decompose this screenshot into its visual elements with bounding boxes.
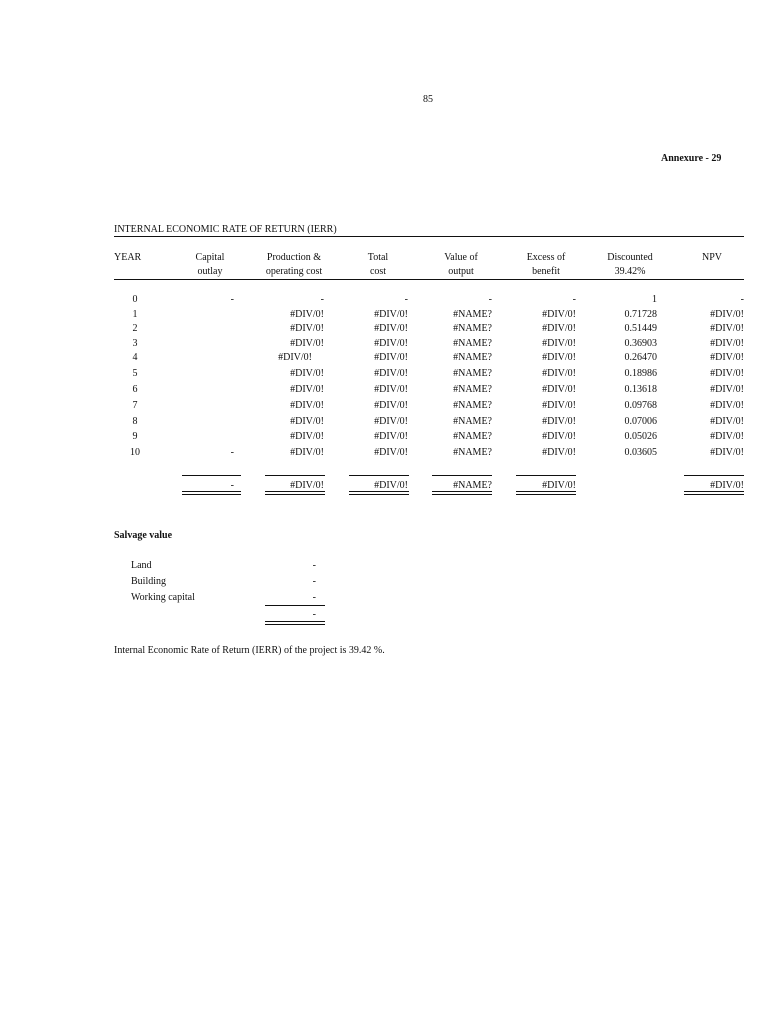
discounted-cell: 0.03605 xyxy=(624,447,657,458)
npv-cell: #DIV/0! xyxy=(710,431,744,442)
salvage-double-rule xyxy=(265,621,325,625)
double-rule-value xyxy=(432,491,492,495)
salvage-total-rule xyxy=(265,605,325,606)
excess-cell: #DIV/0! xyxy=(542,368,576,379)
table-row xyxy=(0,430,768,444)
header-discounted-line1: Discounted xyxy=(607,252,653,263)
value-cell: #NAME? xyxy=(453,323,492,334)
total-cell: #DIV/0! xyxy=(374,384,408,395)
table-row xyxy=(0,383,768,397)
total-cell: #DIV/0! xyxy=(374,400,408,411)
header-discounted xyxy=(597,251,663,279)
npv-cell: #DIV/0! xyxy=(710,309,744,320)
npv-cell: #DIV/0! xyxy=(710,400,744,411)
discounted-cell: 0.26470 xyxy=(624,352,657,363)
table-row xyxy=(0,446,768,460)
value-cell: #NAME? xyxy=(453,416,492,427)
year-cell: 8 xyxy=(132,416,138,427)
year-cell: 3 xyxy=(132,338,138,349)
header-year-text: YEAR xyxy=(114,252,142,263)
header-capital-line2: outlay xyxy=(197,266,223,277)
production-cell: #DIV/0! xyxy=(290,400,324,411)
production-cell: #DIV/0! xyxy=(290,309,324,320)
header-capital-outlay xyxy=(180,251,240,279)
excess-cell: - xyxy=(572,294,576,305)
table-row xyxy=(0,337,768,351)
total-cell: #DIV/0! xyxy=(374,323,408,334)
table-row xyxy=(0,322,768,336)
table-row xyxy=(0,367,768,381)
total-rule-production xyxy=(265,475,325,476)
npv-cell: #DIV/0! xyxy=(710,352,744,363)
salvage-heading: Salvage value xyxy=(114,530,173,541)
total-capital: - xyxy=(230,480,234,491)
excess-cell: #DIV/0! xyxy=(542,309,576,320)
npv-cell: - xyxy=(740,294,744,305)
production-cell: #DIV/0! xyxy=(290,368,324,379)
capital-cell: - xyxy=(230,294,234,305)
total-cell: #DIV/0! xyxy=(374,309,408,320)
year-cell: 2 xyxy=(132,323,138,334)
header-discounted-line2: 39.42% xyxy=(614,266,646,277)
header-value-line1: Value of xyxy=(444,252,478,263)
value-cell: #NAME? xyxy=(453,368,492,379)
salvage-value-land: - xyxy=(312,560,316,571)
header-npv xyxy=(692,251,732,265)
table-row xyxy=(0,308,768,322)
excess-cell: #DIV/0! xyxy=(542,323,576,334)
excess-cell: #DIV/0! xyxy=(542,352,576,363)
header-bottom-rule xyxy=(114,279,744,280)
total-cell: #DIV/0! xyxy=(374,368,408,379)
production-cell: #DIV/0! xyxy=(290,447,324,458)
header-capital-line1: Capital xyxy=(195,252,225,263)
total-cell: #DIV/0! xyxy=(374,352,408,363)
header-total-cost xyxy=(348,251,408,279)
production-cell: #DIV/0! xyxy=(290,431,324,442)
total-cell: - xyxy=(404,294,408,305)
salvage-value-building: - xyxy=(312,576,316,587)
header-production-line2: operating cost xyxy=(265,266,323,277)
excess-cell: #DIV/0! xyxy=(542,338,576,349)
discounted-cell: 0.36903 xyxy=(624,338,657,349)
total-value: #NAME? xyxy=(453,480,492,491)
excess-cell: #DIV/0! xyxy=(542,431,576,442)
year-cell: 1 xyxy=(132,309,138,320)
salvage-label-working-capital: Working capital xyxy=(131,592,195,603)
total-total-cost: #DIV/0! xyxy=(374,480,408,491)
header-year xyxy=(114,251,141,265)
annexure-label: Annexure - 29 xyxy=(661,153,722,164)
npv-cell: #DIV/0! xyxy=(710,384,744,395)
year-cell: 6 xyxy=(132,384,138,395)
table-row xyxy=(0,293,768,307)
discounted-cell: 0.05026 xyxy=(624,431,657,442)
total-production: #DIV/0! xyxy=(290,480,324,491)
production-cell: #DIV/0! xyxy=(290,416,324,427)
value-cell: #NAME? xyxy=(453,431,492,442)
header-excess-line1: Excess of xyxy=(526,252,566,263)
value-cell: #NAME? xyxy=(453,309,492,320)
header-total-line2: cost xyxy=(369,266,387,277)
excess-cell: #DIV/0! xyxy=(542,416,576,427)
total-rule-capital xyxy=(182,475,241,476)
header-value-of-output xyxy=(431,251,491,279)
value-cell: #NAME? xyxy=(453,338,492,349)
header-production-cost xyxy=(256,251,332,279)
discounted-cell: 0.51449 xyxy=(624,323,657,334)
total-rule-value xyxy=(432,475,492,476)
salvage-total: - xyxy=(312,609,316,620)
ierr-footnote: Internal Economic Rate of Return (IERR) of the project is 39.42 %. xyxy=(114,645,385,656)
table-top-rule xyxy=(114,236,744,237)
total-cell: #DIV/0! xyxy=(374,338,408,349)
salvage-label-building: Building xyxy=(131,576,167,587)
excess-cell: #DIV/0! xyxy=(542,447,576,458)
total-npv: #DIV/0! xyxy=(710,480,744,491)
total-cell: #DIV/0! xyxy=(374,447,408,458)
production-cell: #DIV/0! xyxy=(290,384,324,395)
production-cell: - xyxy=(320,294,324,305)
discounted-cell: 0.09768 xyxy=(624,400,657,411)
discounted-cell: 0.18986 xyxy=(624,368,657,379)
table-row xyxy=(0,351,768,365)
production-cell: #DIV/0! xyxy=(278,352,312,363)
total-rule-npv xyxy=(684,475,744,476)
header-npv-line1: NPV xyxy=(701,252,722,263)
double-rule-npv xyxy=(684,491,744,495)
double-rule-production xyxy=(265,491,325,495)
year-cell: 9 xyxy=(132,431,138,442)
year-cell: 0 xyxy=(132,294,138,305)
npv-cell: #DIV/0! xyxy=(710,323,744,334)
production-cell: #DIV/0! xyxy=(290,338,324,349)
discounted-cell: 0.13618 xyxy=(624,384,657,395)
header-production-line1: Production & xyxy=(266,252,322,263)
total-cell: #DIV/0! xyxy=(374,431,408,442)
year-cell: 10 xyxy=(130,447,140,458)
npv-cell: #DIV/0! xyxy=(710,338,744,349)
total-excess: #DIV/0! xyxy=(542,480,576,491)
year-cell: 7 xyxy=(132,400,138,411)
double-rule-total xyxy=(349,491,409,495)
table-row xyxy=(0,399,768,413)
page-number: 85 xyxy=(423,94,433,105)
table-row xyxy=(0,415,768,429)
npv-cell: #DIV/0! xyxy=(710,368,744,379)
value-cell: #NAME? xyxy=(453,384,492,395)
discounted-cell: 1 xyxy=(652,294,657,305)
total-rule-excess xyxy=(516,475,576,476)
value-cell: #NAME? xyxy=(453,400,492,411)
header-total-line1: Total xyxy=(367,252,389,263)
double-rule-capital xyxy=(182,491,241,495)
table-title: INTERNAL ECONOMIC RATE OF RETURN (IERR) xyxy=(114,224,337,235)
salvage-label-land: Land xyxy=(131,560,152,571)
double-rule-excess xyxy=(516,491,576,495)
value-cell: #NAME? xyxy=(453,447,492,458)
capital-cell: - xyxy=(230,447,234,458)
excess-cell: #DIV/0! xyxy=(542,400,576,411)
production-cell: #DIV/0! xyxy=(290,323,324,334)
salvage-value-working-capital: - xyxy=(312,592,316,603)
year-cell: 4 xyxy=(132,352,138,363)
header-excess-line2: benefit xyxy=(532,266,560,277)
value-cell: - xyxy=(488,294,492,305)
year-cell: 5 xyxy=(132,368,138,379)
npv-cell: #DIV/0! xyxy=(710,416,744,427)
npv-cell: #DIV/0! xyxy=(710,447,744,458)
header-value-line2: output xyxy=(448,266,474,277)
discounted-cell: 0.07006 xyxy=(624,416,657,427)
header-excess-of-benefit xyxy=(515,251,577,279)
value-cell: #NAME? xyxy=(453,352,492,363)
total-cell: #DIV/0! xyxy=(374,416,408,427)
excess-cell: #DIV/0! xyxy=(542,384,576,395)
discounted-cell: 0.71728 xyxy=(624,309,657,320)
total-rule-total xyxy=(349,475,409,476)
